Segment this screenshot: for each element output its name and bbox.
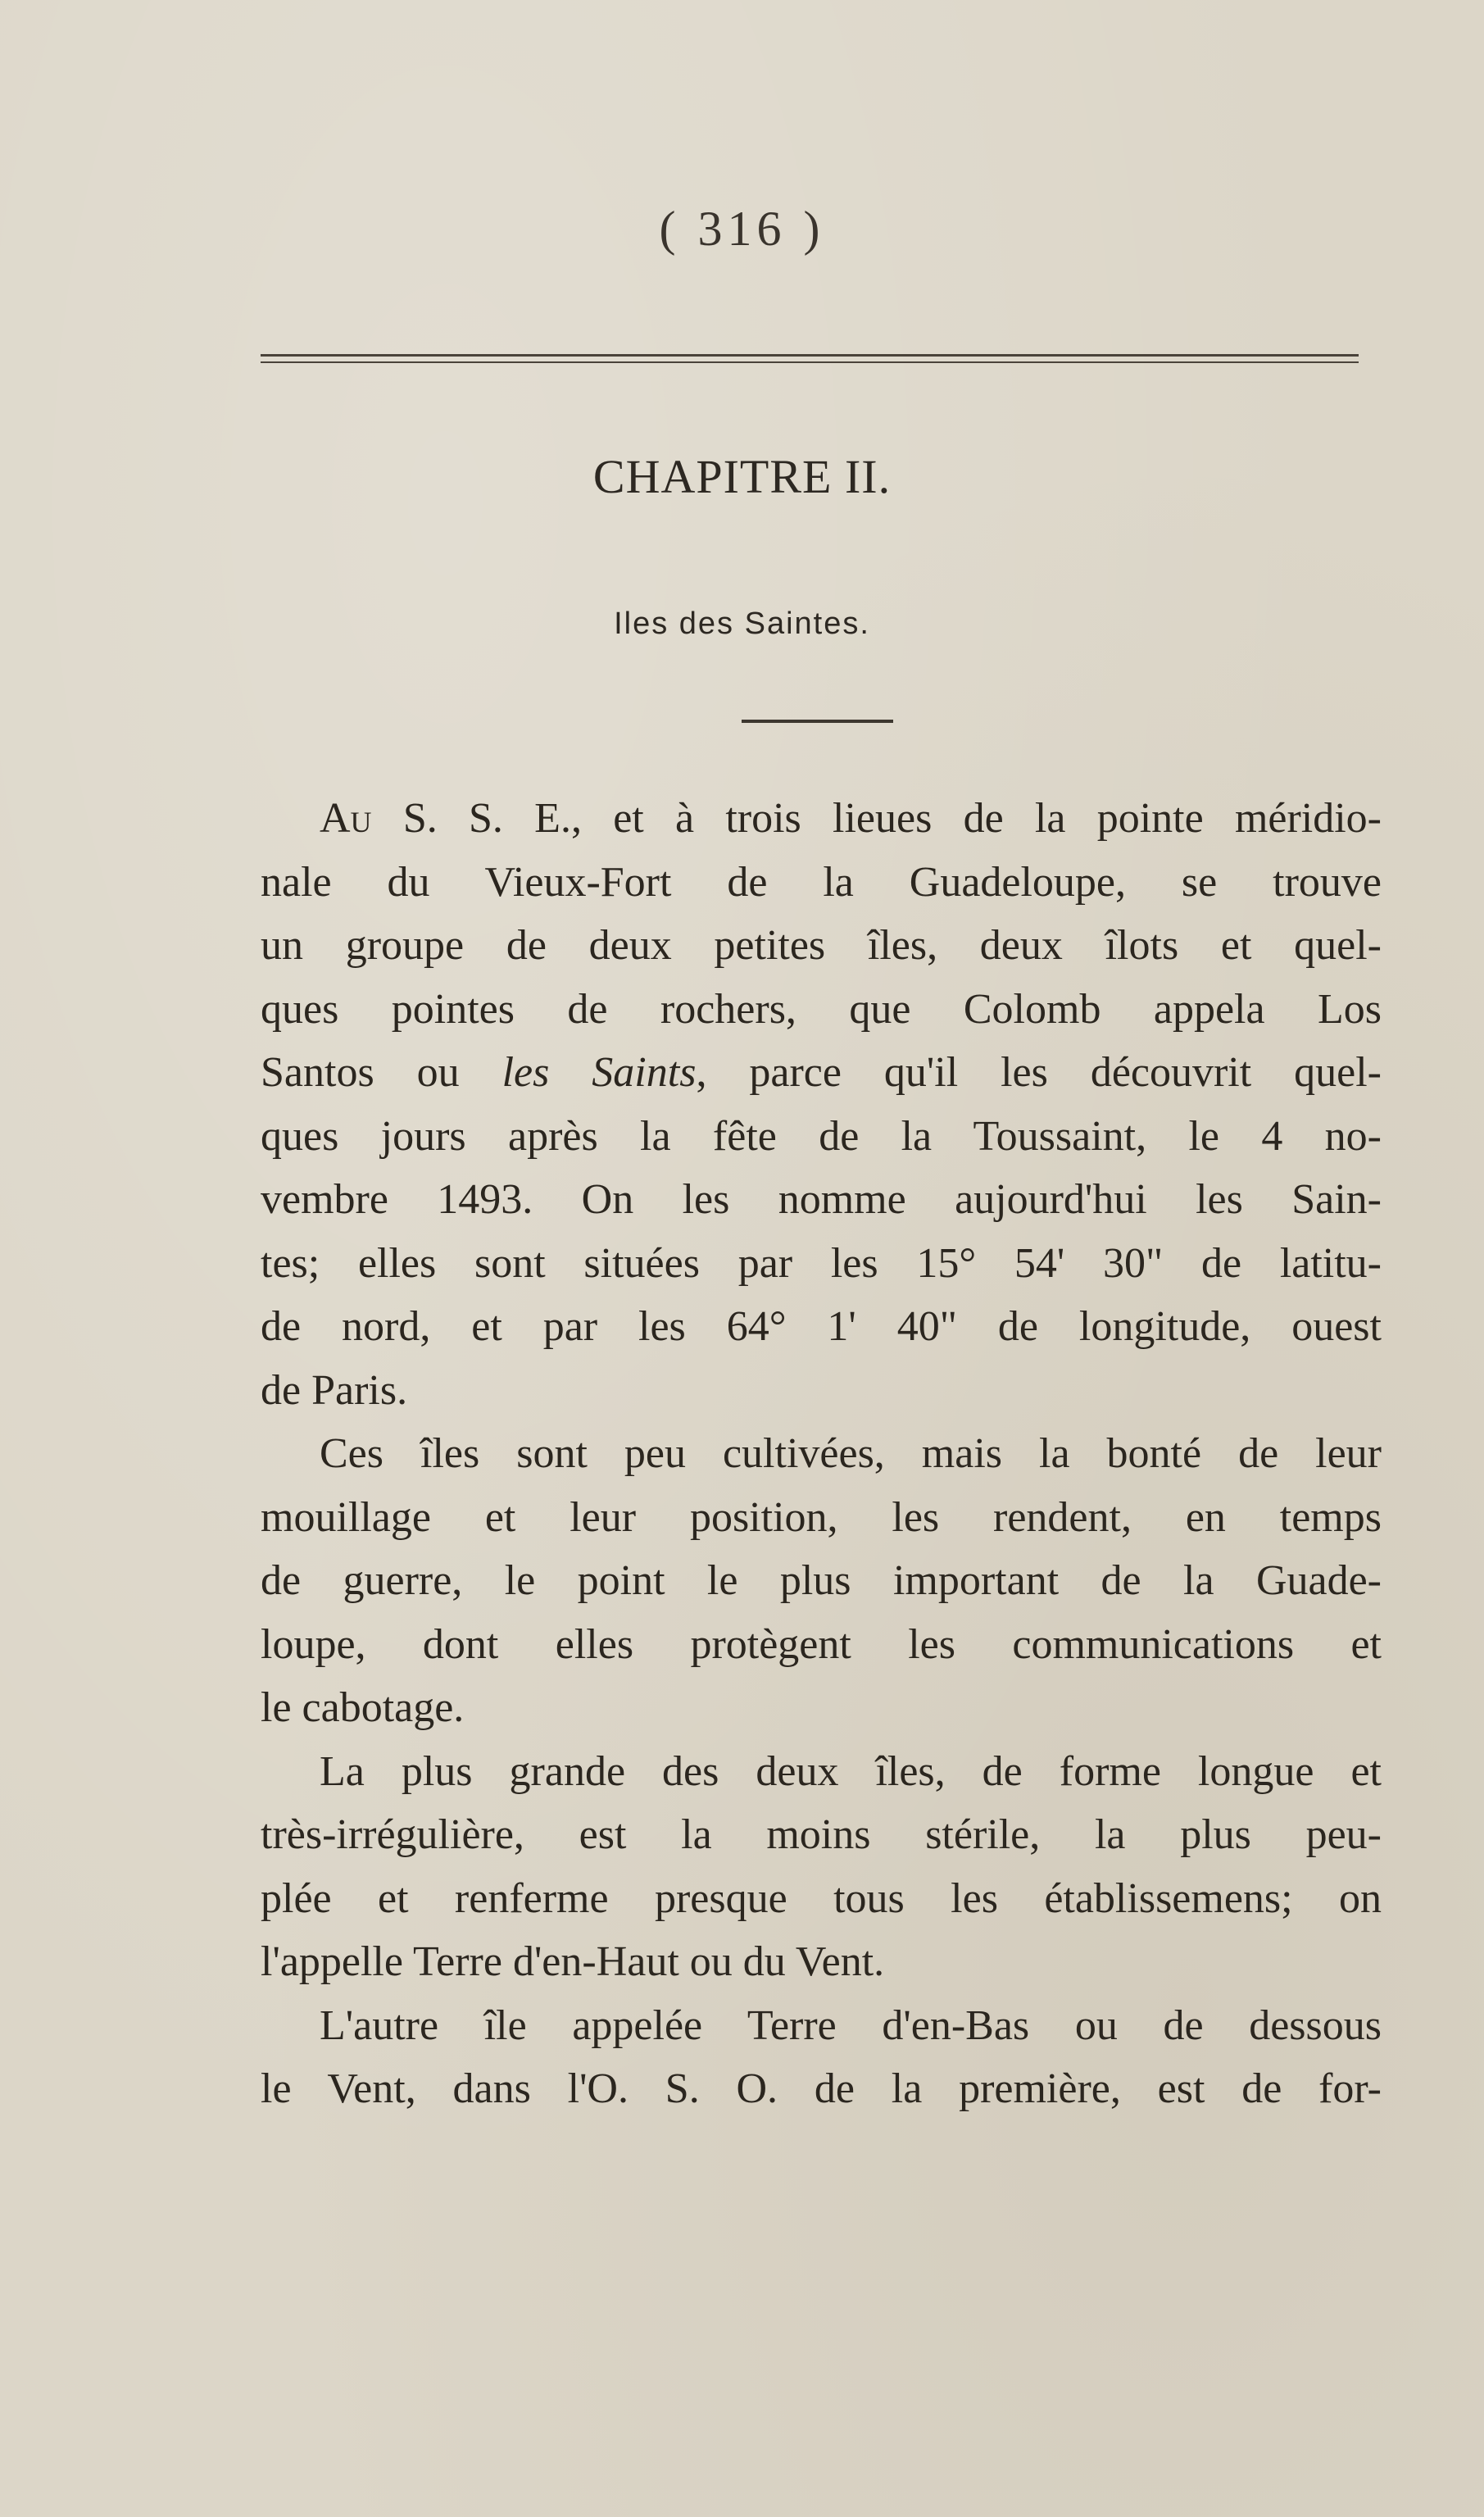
short-rule-divider [742,720,893,723]
text-line: tes; elles sont situées par les 15° 54' 30" de latitu- [261,1239,1382,1287]
text-line: La plus grande des deux îles, de forme longue et [320,1747,1382,1795]
paragraph [261,1422,1382,1740]
text-line: Ces îles sont peu cultivées, mais la bonté de leur [320,1430,1382,1477]
text-line: le cabotage. [261,1684,465,1731]
text-line: vembre 1493. On les nomme aujourd'hui les Sain- [261,1176,1382,1223]
text-line: mouillage et leur position, les rendent, en temps [261,1493,1382,1541]
text-line: ques jours après la fête de la Toussaint, le 4 no- [261,1112,1382,1160]
text-line: de nord, et par les 64° 1' 40" de longitude, ouest [261,1303,1382,1350]
text-line [261,787,1382,851]
text-line: un groupe de deux petites îles, deux îlots et quel- [261,922,1382,969]
text-span: , parce qu'il les découvrit quel- [696,1049,1382,1096]
text-span: Santos ou [261,1049,502,1096]
text-line: l'appelle Terre d'en-Haut ou du Vent. [261,1938,885,1985]
chapter-subtitle: Iles des Saintes. [614,607,870,641]
double-rule-divider [261,354,1359,366]
paragraph [261,1994,1382,2121]
italic-text: les Saints [501,1049,697,1096]
text-line: de Paris. [261,1366,408,1414]
chapter-title: CHAPITRE II. [592,450,892,503]
paragraph [261,787,1382,1422]
drop-word: Au [320,795,372,842]
text-line: ques pointes de rochers, que Colomb appela Los [261,985,1382,1033]
text-line: de guerre, le point le plus important de la Guade- [261,1557,1382,1604]
text-line [261,1041,1382,1105]
text-line: nale du Vieux-Fort de la Guadeloupe, se trouve [261,858,1382,906]
rule-line-lower [261,361,1359,363]
text-span: S. S. E., et à trois lieues de la pointe méridio- [371,795,1382,842]
page-number: ( 316 ) [659,202,825,256]
paragraph [261,1740,1382,1994]
text-line: le Vent, dans l'O. S. O. de la première, est de for- [261,2065,1382,2112]
rule-line-upper [261,354,1359,357]
text-line: plée et renferme presque tous les établissemens; on [261,1874,1382,1922]
text-line: loupe, dont elles protègent les communications et [261,1620,1382,1668]
text-line: très-irrégulière, est la moins stérile, la plus peu- [261,1811,1382,1858]
body-text [261,787,1382,2121]
text-line: L'autre île appelée Terre d'en-Bas ou de dessous [320,2001,1382,2049]
